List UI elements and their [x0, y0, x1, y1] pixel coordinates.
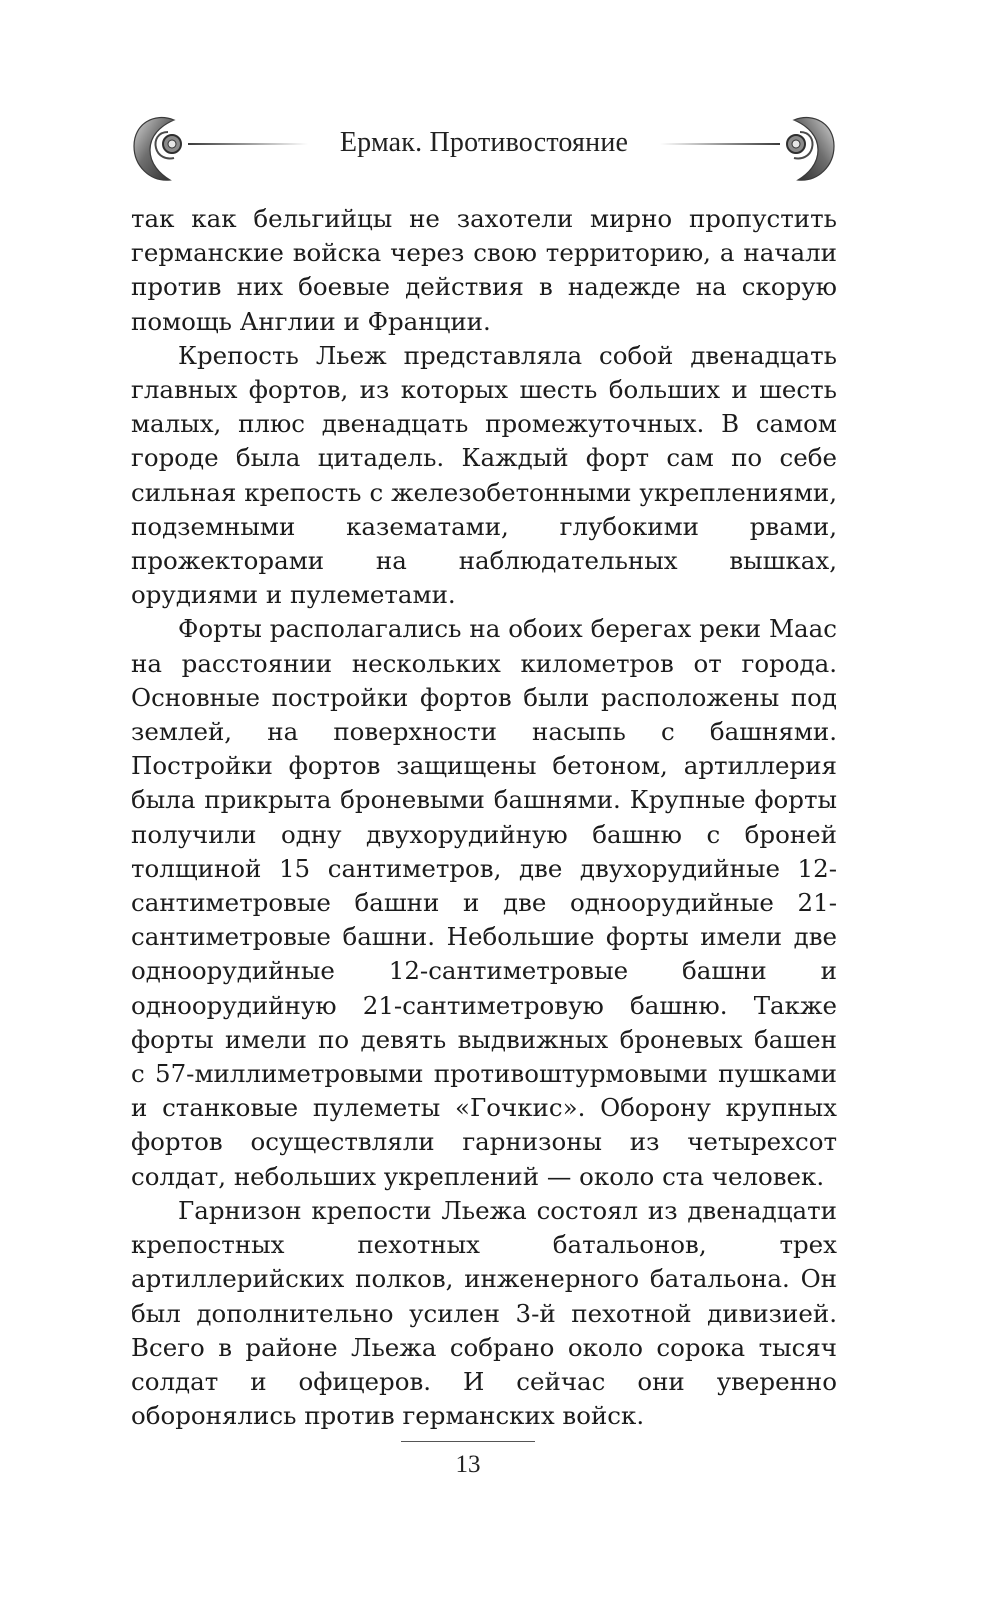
paragraph-liege-forts: Крепость Льеж представляла собой двенадцать главных фортов, из которых шесть больших и шесть малых, плюс двенадцать промежуточных. В самом городе была цитадель. Каждый форт сам по себе сильная крепость с железобетонными укреплениями, подземными казематами, глубокими рвами, прожекторами на наблюдательных вышках, орудиями и пулеметами. — [131, 340, 837, 610]
page-footer — [401, 1441, 535, 1491]
page-number: 13 — [455, 1451, 481, 1478]
running-header — [128, 110, 840, 190]
header-right-rule — [660, 143, 780, 145]
body-text — [131, 202, 837, 1431]
paragraph-continued: так как бельгийцы не захотели мирно пропустить германские войска через свою территорию, а начали против них боевые действия в надежде на скорую помощь Англии и Франции. — [131, 204, 837, 336]
running-title: Ермак. Противостояние — [339, 127, 629, 158]
right-ornament-icon — [768, 110, 840, 190]
paragraph-garrison: Гарнизон крепости Льежа состоял из двенадцати крепостных пехотных батальонов, трех артиллерийских полков, инженерного батальона. Он был дополнительно усилен 3-й пехотной дивизией. Всего в районе Льежа собрано около сорока тысяч солдат и офицеров. И сейчас они уверенно оборонялись против германских войск. — [131, 1195, 837, 1431]
page-number-rule — [401, 1441, 535, 1442]
paragraph-fort-construction: Форты располагались на обоих берегах реки Маас на расстоянии нескольких километров от города. Основные постройки фортов были расположены под землей, на поверхности насыпь с башнями. Постройки фортов защищены бетоном, артиллерия была прикрыта броневыми башнями. Крупные форты получили одну двухорудийную башню с броней толщиной 15 сантиметров, две двухорудийные 12-сантиметровые башни и две одноорудийные 21-сантиметровые башни. Небольшие форты имели две одноорудийные 12-сантиметровые башни и одноорудийную 21-сантиметровую башню. Также форты имели по девять выдвижных броневых башен с 57-миллиметровыми противоштурмовыми пушками и станковые пулеметы «Гочкис». Оборону крупных фортов осуществляли гарнизоны из четырехсот солдат, небольших укреплений — около ста человек. — [131, 614, 837, 1191]
